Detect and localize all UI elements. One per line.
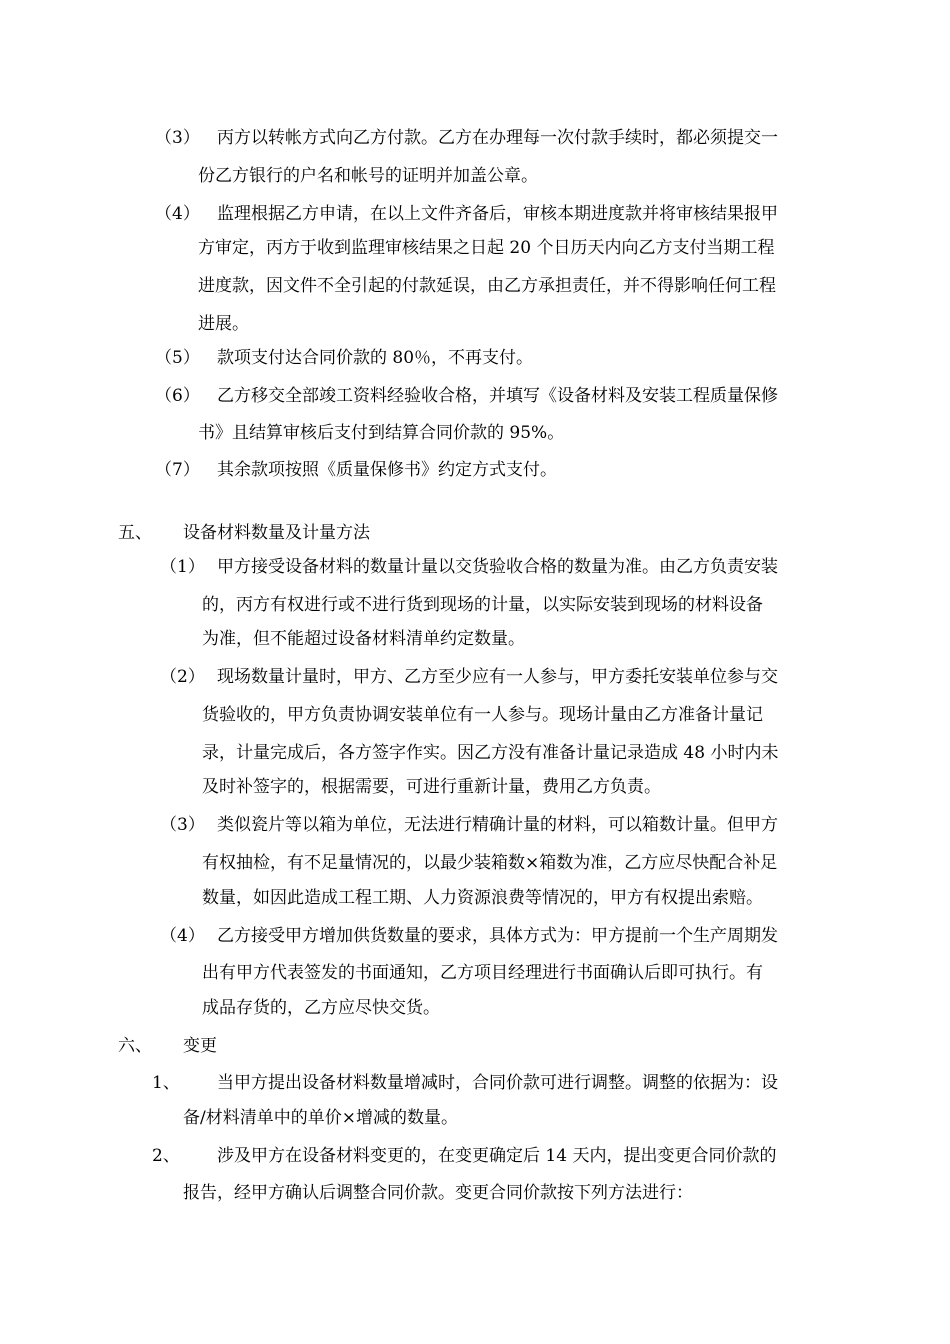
item-text-line: 报告，经甲方确认后调整合同价款。变更合同价款按下列方法进行： <box>183 1183 693 1203</box>
item-text-line: 份乙方银行的户名和帐号的证明并加盖公章。 <box>198 166 538 186</box>
item-text-line: 方审定，丙方于收到监理审核结果之日起 20 个日历天内向乙方支付当期工程 <box>198 238 775 258</box>
item-text-line: 为准，但不能超过设备材料清单约定数量。 <box>202 629 525 649</box>
item-text-line: 有权抽检，有不足量情况的，以最少装箱数×箱数为准，乙方应尽快配合补足 <box>202 853 778 873</box>
item-text-line: 书》且结算审核后支付到结算合同价款的 95%。 <box>198 423 565 443</box>
item-number: （4） <box>160 926 205 946</box>
item-text-line: 涉及甲方在设备材料变更的，在变更确定后 14 天内，提出变更合同价款的 <box>217 1146 777 1166</box>
item-number: 2、 <box>152 1146 180 1166</box>
item-text-line: 乙方移交全部竣工资料经验收合格，并填写《设备材料及安装工程质量保修 <box>217 386 778 406</box>
item-text-line: 丙方以转帐方式向乙方付款。乙方在办理每一次付款手续时，都必须提交一 <box>217 128 778 148</box>
item-text-line: 监理根据乙方申请，在以上文件齐备后，审核本期进度款并将审核结果报甲 <box>217 204 778 224</box>
section-title: 变更 <box>183 1036 217 1056</box>
item-number: 1、 <box>152 1073 180 1093</box>
item-text-line: 进度款，因文件不全引起的付款延误，由乙方承担责任，并不得影响任何工程 <box>198 276 776 296</box>
item-text-line: 货验收的，甲方负责协调安装单位有一人参与。现场计量由乙方准备计量记 <box>202 705 763 725</box>
item-number: （4） <box>155 204 200 224</box>
item-text-line: 进展。 <box>198 314 249 334</box>
item-text-line: 现场数量计量时，甲方、乙方至少应有一人参与，甲方委托安装单位参与交 <box>217 667 778 687</box>
item-number: （7） <box>155 460 200 480</box>
item-number: （6） <box>155 386 200 406</box>
item-number: （2） <box>160 667 205 687</box>
item-text-line: 其余款项按照《质量保修书》约定方式支付。 <box>217 460 557 480</box>
item-number: （1） <box>160 557 205 577</box>
section-number: 六、 <box>118 1036 152 1056</box>
item-text-line: 录，计量完成后，各方签字作实。因乙方没有准备计量记录造成 48 小时内未 <box>202 743 779 763</box>
item-text-line: 款项支付达合同价款的 80％，不再支付。 <box>217 348 534 368</box>
section-title: 设备材料数量及计量方法 <box>183 523 370 543</box>
item-text-line: 成品存货的，乙方应尽快交货。 <box>202 998 440 1018</box>
item-text-line: 备/材料清单中的单价×增减的数量。 <box>183 1108 458 1128</box>
item-text-line: 甲方接受设备材料的数量计量以交货验收合格的数量为准。由乙方负责安装 <box>217 557 778 577</box>
item-text-line: 类似瓷片等以箱为单位，无法进行精确计量的材料，可以箱数计量。但甲方 <box>217 815 778 835</box>
item-number: （3） <box>160 815 205 835</box>
item-text-line: 的，丙方有权进行或不进行货到现场的计量，以实际安装到现场的材料设备 <box>202 595 763 615</box>
item-text-line: 数量，如因此造成工程工期、人力资源浪费等情况的，甲方有权提出索赔。 <box>202 888 763 908</box>
item-text-line: 当甲方提出设备材料数量增减时，合同价款可进行调整。调整的依据为：设 <box>217 1073 778 1093</box>
item-text-line: 出有甲方代表签发的书面通知，乙方项目经理进行书面确认后即可执行。有 <box>202 963 763 983</box>
item-text-line: 及时补签字的，根据需要，可进行重新计量，费用乙方负责。 <box>202 777 661 797</box>
section-number: 五、 <box>118 523 152 543</box>
item-number: （3） <box>155 128 200 148</box>
item-text-line: 乙方接受甲方增加供货数量的要求，具体方式为：甲方提前一个生产周期发 <box>217 926 778 946</box>
item-number: （5） <box>155 348 200 368</box>
